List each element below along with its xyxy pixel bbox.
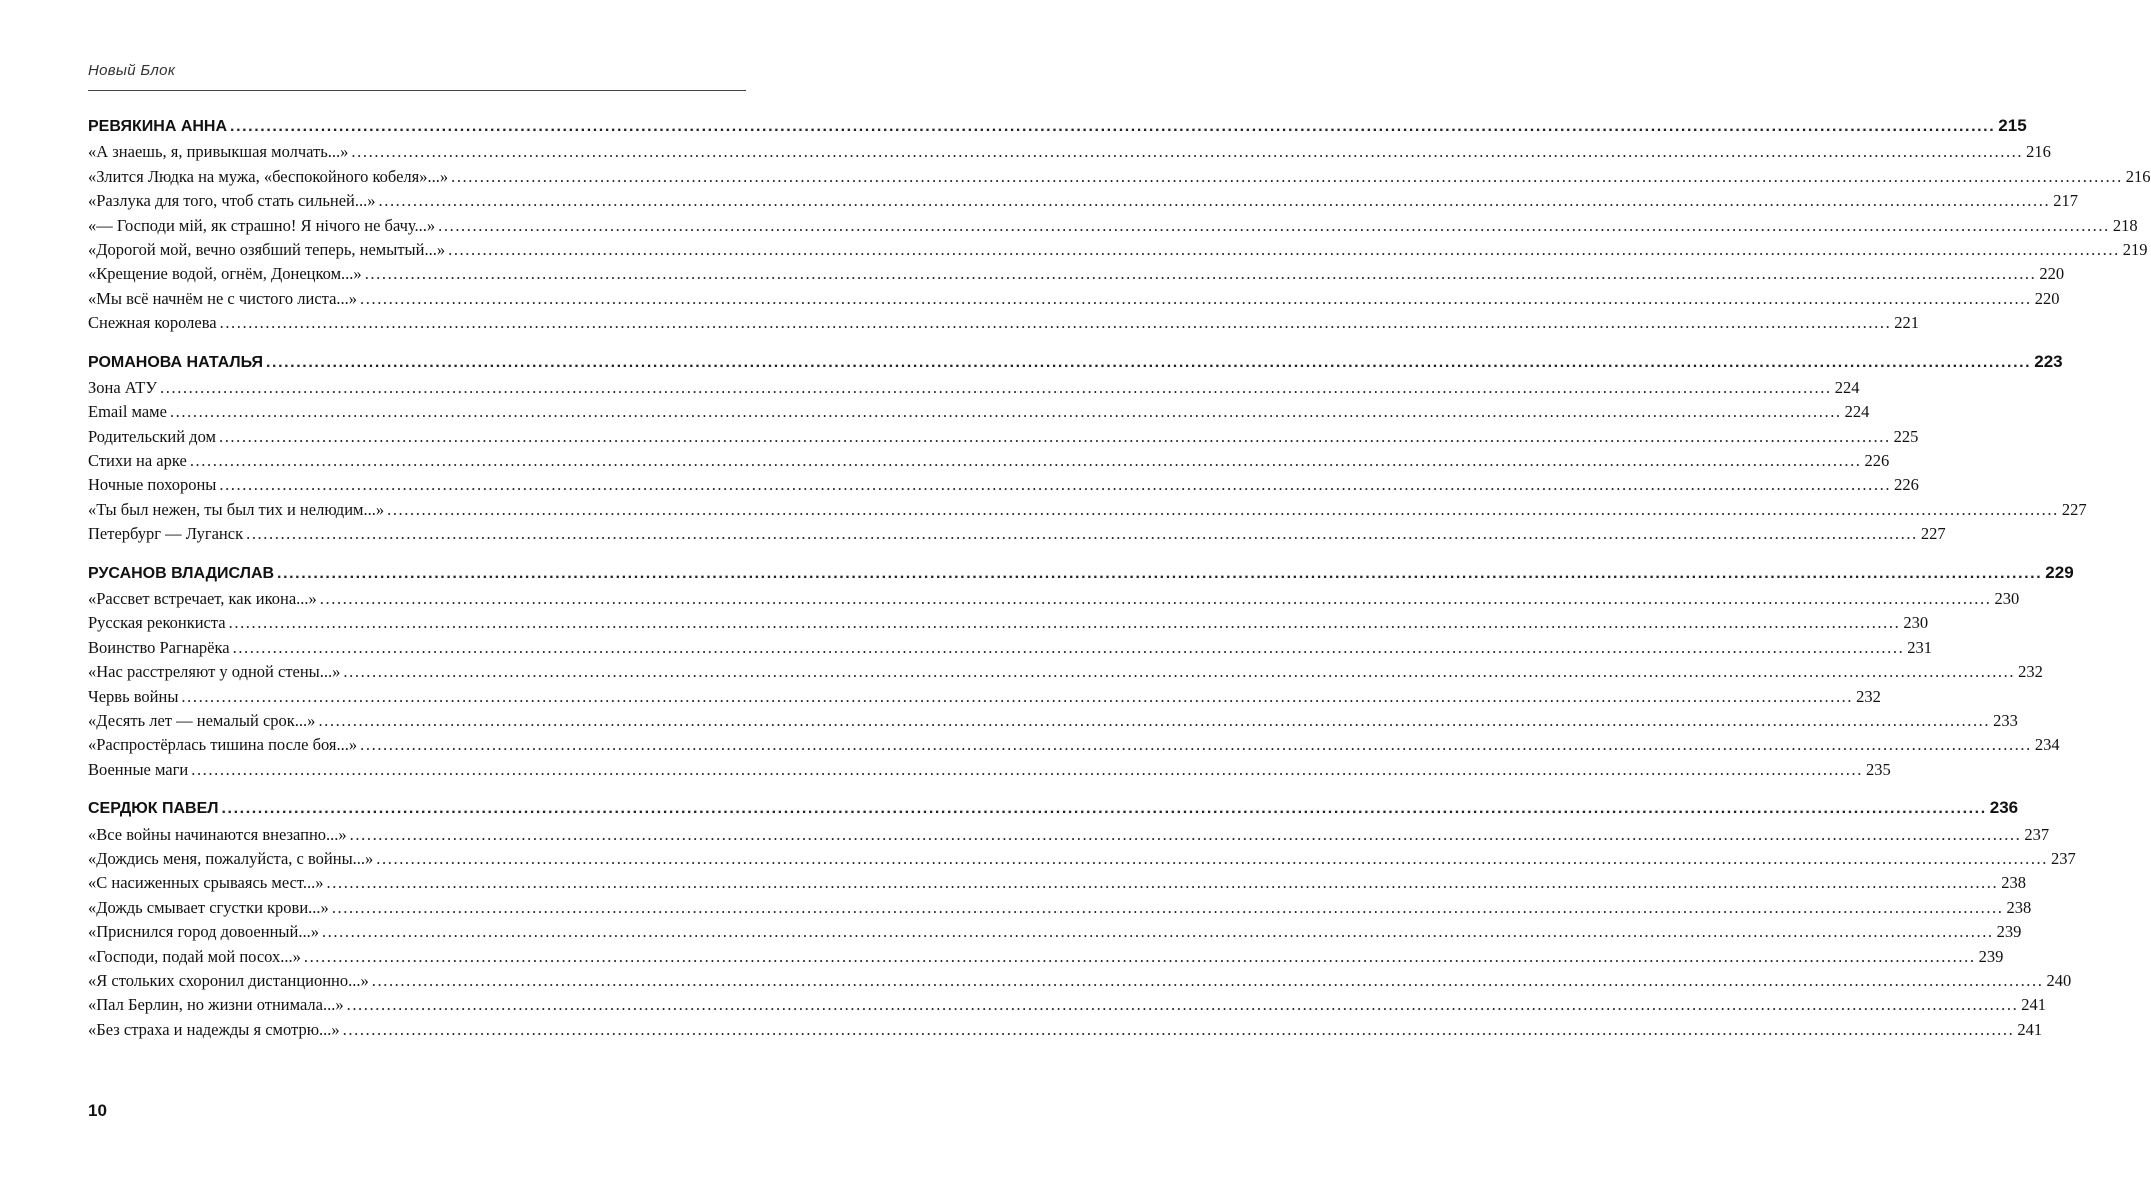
toc-entry	[88, 1018, 2043, 1042]
dot-leader	[219, 473, 1891, 497]
toc-entry	[88, 522, 1946, 546]
author-name: РУСАНОВ ВЛАДИСЛАВ	[88, 564, 275, 582]
page-ref: 235	[1865, 759, 1891, 779]
page-ref: 232	[2018, 662, 2043, 682]
dot-leader	[170, 400, 1842, 424]
toc-entry	[88, 733, 2060, 757]
toc-entry	[88, 871, 2026, 895]
poem-title: «Злится Людка на мужа, «беспокойного кобеля»...»	[88, 166, 449, 186]
dot-leader	[190, 449, 1862, 473]
toc-entry	[88, 920, 2022, 944]
dot-leader	[191, 758, 1863, 782]
poem-title: «Без страха и надежды я смотрю...»	[88, 1019, 340, 1039]
toc-entry	[88, 709, 2018, 733]
toc-entry	[88, 214, 2138, 238]
page-ref: 237	[2051, 848, 2076, 868]
dot-leader	[343, 1018, 2015, 1042]
page-ref: 232	[1856, 686, 1881, 706]
poem-title: «Разлука для того, чтоб стать сильней...»	[88, 191, 376, 211]
dot-leader	[160, 376, 1832, 400]
poem-title: «— Господи мій, як страшно! Я нічого не бачу...»	[88, 215, 436, 235]
page-ref: 223	[2034, 351, 2063, 371]
toc-entry	[88, 660, 2043, 684]
page-ref: 233	[1993, 710, 2018, 730]
page-ref: 241	[2017, 1019, 2043, 1039]
poem-title: Родительский дом	[88, 426, 216, 446]
author-heading	[88, 796, 2019, 820]
poem-title: «Рассвет встречает, как икона...»	[88, 589, 317, 609]
page-ref: 238	[2001, 873, 2026, 893]
poem-title: «Нас расстреляют у одной стены...»	[88, 662, 341, 682]
dot-leader	[320, 587, 1992, 611]
dot-leader	[246, 522, 1918, 546]
toc-section	[88, 350, 2087, 547]
dot-leader	[351, 140, 2023, 164]
poem-title: Русская реконкиста	[88, 613, 226, 633]
page-ref: 220	[2034, 288, 2060, 308]
dot-leader	[181, 685, 1853, 709]
poem-title: «Дорогой мой, вечно озябший теперь, немытый...»	[88, 239, 446, 259]
poem-title: Воинство Рагнарёка	[88, 637, 230, 657]
poem-title: Email маме	[88, 402, 167, 422]
toc-entry	[88, 945, 2004, 969]
toc-entry	[88, 685, 1881, 709]
author-name: РЕВЯКИНА АННА	[88, 118, 228, 135]
page-number: 10	[88, 1101, 107, 1120]
dot-leader	[304, 945, 1976, 969]
poem-title: «Мы всё начнём не с чистого листа...»	[88, 288, 358, 308]
toc-entry	[88, 611, 1929, 635]
page-ref: 240	[2046, 970, 2072, 990]
author-heading	[88, 561, 2074, 585]
toc-entry	[88, 896, 2032, 920]
dot-leader	[365, 262, 2037, 286]
page-ref: 226	[1864, 451, 1890, 471]
page-ref: 220	[2039, 264, 2065, 284]
author-name: СЕРДЮК ПАВЕЛ	[88, 800, 219, 818]
poem-title: Военные маги	[88, 759, 189, 779]
poem-title: «А знаешь, я, привыкшая молчать...»	[88, 142, 349, 162]
page-ref: 239	[1978, 946, 2004, 966]
toc-section	[88, 114, 2151, 336]
dot-leader	[350, 823, 2022, 847]
table-of-contents	[88, 114, 2151, 1056]
toc-entry	[88, 238, 2148, 262]
toc-entry	[88, 262, 2065, 286]
dot-leader	[379, 189, 2051, 213]
toc-entry	[88, 758, 1891, 782]
poem-title: Ночные похороны	[88, 475, 217, 495]
toc-entry	[88, 847, 2076, 871]
dot-leader	[438, 214, 2110, 238]
toc-entry	[88, 376, 1860, 400]
page-ref: 230	[1994, 589, 2020, 609]
toc-entry	[88, 473, 1919, 497]
page-ref: 221	[1894, 313, 1920, 333]
dot-leader	[219, 425, 1891, 449]
dot-leader	[360, 287, 2032, 311]
toc-entry	[88, 636, 1933, 660]
page-ref: 217	[2053, 191, 2078, 211]
poem-title: «Я стольких схоронил дистанционно...»	[88, 970, 369, 990]
toc-entry	[88, 449, 1890, 473]
poem-title: «Ты был нежен, ты был тих и нелюдим...»	[88, 499, 385, 519]
page-ref: 227	[1920, 524, 1946, 544]
toc-entry	[88, 140, 2051, 164]
toc-entry	[88, 969, 2072, 993]
page-ref: 239	[1996, 922, 2022, 942]
author-heading	[88, 114, 2027, 138]
toc-entry	[88, 400, 1870, 424]
toc-entry	[88, 165, 2151, 189]
poem-title: Петербург — Луганск	[88, 524, 244, 544]
dot-leader	[343, 660, 2015, 684]
poem-title: «Десять лет — немалый срок...»	[88, 710, 316, 730]
page-ref: 231	[1907, 637, 1933, 657]
poem-title: Снежная королева	[88, 313, 217, 333]
poem-title: «С насиженных срываясь мест...»	[88, 873, 324, 893]
poem-title: Стихи на арке	[88, 451, 187, 471]
poem-title: Зона АТУ	[88, 377, 158, 397]
page-ref: 237	[2024, 824, 2050, 844]
running-head: Новый Блок	[88, 62, 176, 79]
page-ref: 224	[1834, 377, 1860, 397]
page-ref: 226	[1894, 475, 1919, 495]
dot-leader	[229, 611, 1901, 635]
dot-leader	[347, 993, 2019, 1017]
toc-entry	[88, 287, 2060, 311]
toc-entry	[88, 189, 2078, 213]
author-heading	[88, 350, 2063, 374]
page-ref: 227	[2061, 499, 2087, 519]
poem-title: «Крещение водой, огнём, Донецком...»	[88, 264, 362, 284]
author-name: РОМАНОВА НАТАЛЬЯ	[88, 353, 263, 371]
poem-title: «Господи, подай мой посох...»	[88, 946, 301, 966]
page-ref: 230	[1903, 613, 1929, 633]
page-ref: 229	[2045, 562, 2074, 582]
dot-leader	[387, 498, 2059, 522]
page-ref: 241	[2021, 995, 2047, 1015]
toc-entry	[88, 587, 2020, 611]
page-ref: 219	[2122, 239, 2148, 259]
poem-title: «Распростёрлась тишина после боя...»	[88, 735, 358, 755]
poem-title: Червь войны	[88, 686, 179, 706]
poem-title: «Дождь смывает сгустки крови...»	[88, 897, 329, 917]
poem-title: «Все войны начинаются внезапно...»	[88, 824, 347, 844]
toc-entry	[88, 425, 1919, 449]
toc-entry	[88, 311, 1920, 335]
dot-leader	[220, 311, 1892, 335]
dot-leader	[376, 847, 2048, 871]
poem-title: «Пал Берлин, но жизни отнимала...»	[88, 995, 344, 1015]
page-ref: 216	[2026, 142, 2051, 162]
toc-entry	[88, 498, 2087, 522]
header-divider	[88, 90, 746, 91]
dot-leader	[448, 238, 2120, 262]
dot-leader	[451, 165, 2123, 189]
dot-leader	[230, 115, 1995, 139]
dot-leader	[372, 969, 2044, 993]
page-ref: 236	[1989, 798, 2019, 818]
dot-leader	[318, 709, 1990, 733]
poem-title: «Дождись меня, пожалуйста, с войны...»	[88, 848, 374, 868]
dot-leader	[266, 351, 2031, 375]
dot-leader	[222, 797, 1987, 821]
toc-section	[88, 796, 2076, 1042]
toc-entry	[88, 993, 2047, 1017]
page-ref: 225	[1893, 426, 1919, 446]
poem-title: «Приснился город довоенный...»	[88, 922, 319, 942]
dot-leader	[332, 896, 2004, 920]
page-ref: 238	[2006, 897, 2032, 917]
page-ref: 234	[2034, 735, 2060, 755]
page-ref: 218	[2112, 215, 2138, 235]
dot-leader	[322, 920, 1994, 944]
dot-leader	[360, 733, 2032, 757]
toc-section	[88, 561, 2074, 783]
dot-leader	[327, 871, 1999, 895]
page-ref: 224	[1844, 402, 1870, 422]
dot-leader	[277, 562, 2042, 586]
page-ref: 215	[1998, 116, 2027, 135]
dot-leader	[233, 636, 1905, 660]
page-ref: 216	[2125, 166, 2151, 186]
toc-entry	[88, 823, 2050, 847]
